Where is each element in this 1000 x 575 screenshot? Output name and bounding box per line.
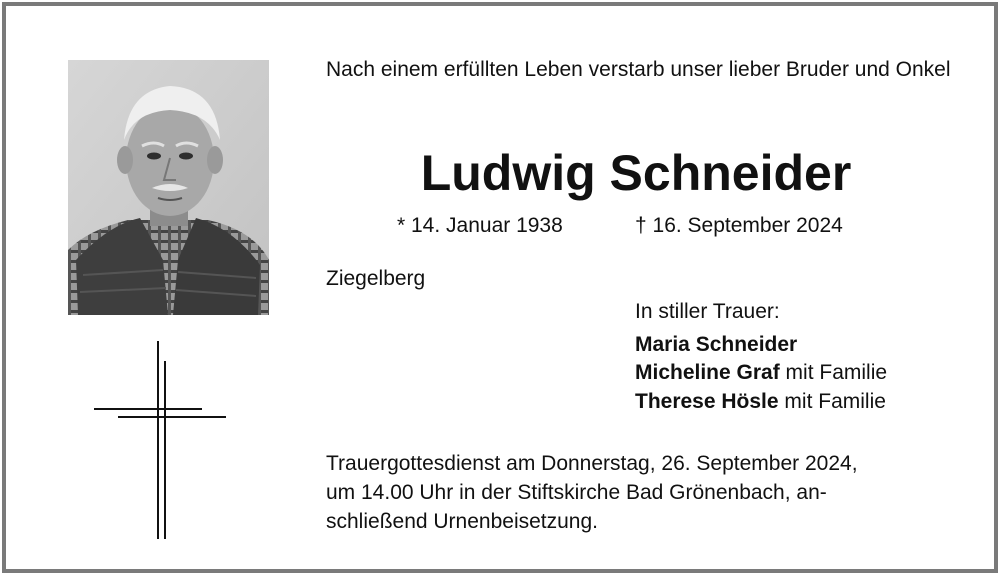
mourners-heading: In stiller Trauer: <box>635 300 780 323</box>
cross-icon <box>94 341 230 541</box>
service-line: um 14.00 Uhr in der Stiftskirche Bad Grönenbach, an- <box>326 481 827 504</box>
mourner-row <box>635 331 975 360</box>
service-line: Trauergottesdienst am Donnerstag, 26. September 2024, <box>326 452 858 475</box>
funeral-service-text <box>326 449 946 536</box>
place-of-residence: Ziegelberg <box>326 267 426 290</box>
service-line: schließend Urnenbeisetzung. <box>326 510 598 533</box>
mourners-block <box>635 298 975 416</box>
mourner-row <box>635 359 975 388</box>
mourner-suffix: mit Familie <box>778 389 886 413</box>
mourner-row <box>635 388 975 417</box>
intro-text: Nach einem erfüllten Leben verstarb unser lieber Bruder und Onkel <box>326 58 951 81</box>
mourner-name: Therese Hösle <box>635 389 779 413</box>
deceased-name: Ludwig Schneider <box>420 145 852 201</box>
portrait-photo <box>68 60 269 315</box>
obituary-frame <box>2 2 998 573</box>
mourner-name: Maria Schneider <box>635 332 798 356</box>
mourner-name: Micheline Graf <box>635 361 780 384</box>
birth-date: * 14. Januar 1938 <box>397 214 563 237</box>
mourner-suffix: mit Familie <box>779 361 888 384</box>
death-date: † 16. September 2024 <box>635 214 843 237</box>
